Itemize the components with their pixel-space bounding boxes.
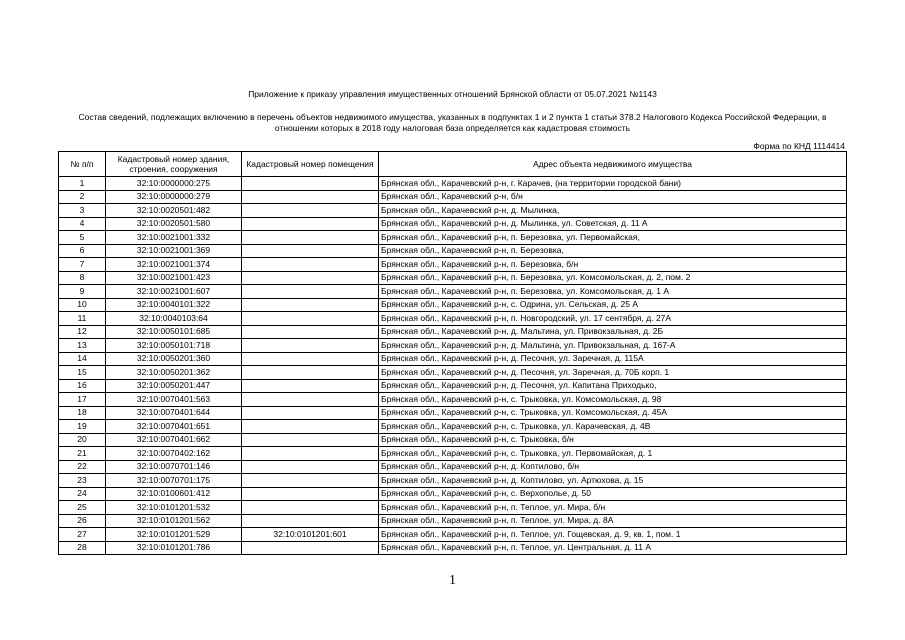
- property-table: [58, 151, 847, 555]
- address: Брянская обл., Карачевский р-н, п. Березовка, ул. Комсомольская, д. 2, пом. 2: [379, 271, 847, 285]
- address: Брянская обл., Карачевский р-н, б/н: [379, 190, 847, 204]
- row-number: 26: [59, 514, 106, 528]
- premises-cadastral-number: [242, 474, 379, 488]
- building-cadastral-number: 32:10:0021001:332: [106, 231, 242, 245]
- address: Брянская обл., Карачевский р-н, д. Коптилово, ул. Артюхова, д. 15: [379, 474, 847, 488]
- building-cadastral-number: 32:10:0050101:685: [106, 325, 242, 339]
- building-cadastral-number: 32:10:0000000:279: [106, 190, 242, 204]
- row-number: 11: [59, 312, 106, 326]
- address: Брянская обл., Карачевский р-н, д. Песочня, ул. Заречная, д. 115А: [379, 352, 847, 366]
- building-cadastral-number: 32:10:0020501:482: [106, 204, 242, 218]
- table-row: [59, 406, 847, 420]
- table-row: [59, 487, 847, 501]
- table-row: [59, 352, 847, 366]
- building-cadastral-number: 32:10:0050101:718: [106, 339, 242, 353]
- address: Брянская обл., Карачевский р-н, д. Песочня, ул. Заречная, д. 70Б корп. 1: [379, 366, 847, 380]
- row-number: 25: [59, 501, 106, 515]
- premises-cadastral-number: [242, 204, 379, 218]
- table-row: [59, 420, 847, 434]
- address: Брянская обл., Карачевский р-н, с. Трыковка, ул. Комсомольская, д. 98: [379, 393, 847, 407]
- table-row: [59, 379, 847, 393]
- table-row: [59, 190, 847, 204]
- premises-cadastral-number: [242, 285, 379, 299]
- building-cadastral-number: 32:10:0070701:175: [106, 474, 242, 488]
- premises-cadastral-number: [242, 217, 379, 231]
- row-number: 1: [59, 177, 106, 191]
- premises-cadastral-number: [242, 447, 379, 461]
- table-row: [59, 474, 847, 488]
- row-number: 10: [59, 298, 106, 312]
- address: Брянская обл., Карачевский р-н, п. Новгородский, ул. 17 сентября, д. 27А: [379, 312, 847, 326]
- address: Брянская обл., Карачевский р-н, п. Березовка,: [379, 244, 847, 258]
- row-number: 4: [59, 217, 106, 231]
- address: Брянская обл., Карачевский р-н, д. Песочня, ул. Капитана Приходько,: [379, 379, 847, 393]
- row-number: 13: [59, 339, 106, 353]
- building-cadastral-number: 32:10:0040103:64: [106, 312, 242, 326]
- table-row: [59, 258, 847, 272]
- table-row: [59, 217, 847, 231]
- premises-cadastral-number: [242, 352, 379, 366]
- table-row: [59, 204, 847, 218]
- premises-cadastral-number: [242, 244, 379, 258]
- address: Брянская обл., Карачевский р-н, г. Карачев, (на территории городской бани): [379, 177, 847, 191]
- table-row: [59, 339, 847, 353]
- row-number: 21: [59, 447, 106, 461]
- table-row: [59, 298, 847, 312]
- row-number: 22: [59, 460, 106, 474]
- header-building-cadastral: Кадастровый номер здания, строения, сооружения: [106, 152, 242, 177]
- address: Брянская обл., Карачевский р-н, с. Одрина, ул. Сельская, д. 25 А: [379, 298, 847, 312]
- table-row: [59, 177, 847, 191]
- premises-cadastral-number: [242, 514, 379, 528]
- row-number: 3: [59, 204, 106, 218]
- row-number: 9: [59, 285, 106, 299]
- premises-cadastral-number: [242, 190, 379, 204]
- address: Брянская обл., Карачевский р-н, д. Мылинка, ул. Советская, д. 11 А: [379, 217, 847, 231]
- row-number: 2: [59, 190, 106, 204]
- row-number: 18: [59, 406, 106, 420]
- premises-cadastral-number: [242, 487, 379, 501]
- row-number: 20: [59, 433, 106, 447]
- table-row: [59, 433, 847, 447]
- premises-cadastral-number: [242, 420, 379, 434]
- row-number: 8: [59, 271, 106, 285]
- address: Брянская обл., Карачевский р-н, с. Верхополье, д. 50: [379, 487, 847, 501]
- table-row: [59, 447, 847, 461]
- row-number: 7: [59, 258, 106, 272]
- building-cadastral-number: 32:10:0070701:146: [106, 460, 242, 474]
- building-cadastral-number: 32:10:0101201:529: [106, 528, 242, 542]
- page-number: 1: [449, 573, 456, 588]
- premises-cadastral-number: [242, 258, 379, 272]
- address: Брянская обл., Карачевский р-н, п. Березовка, ул. Комсомольская, д. 1 А: [379, 285, 847, 299]
- header-premises-cadastral: Кадастровый номер помещения: [242, 152, 379, 177]
- building-cadastral-number: 32:10:0101201:532: [106, 501, 242, 515]
- premises-cadastral-number: [242, 366, 379, 380]
- building-cadastral-number: 32:10:0070401:662: [106, 433, 242, 447]
- table-row: [59, 366, 847, 380]
- premises-cadastral-number: [242, 393, 379, 407]
- row-number: 14: [59, 352, 106, 366]
- row-number: 5: [59, 231, 106, 245]
- address: Брянская обл., Карачевский р-н, п. Теплое, ул. Гощевская, д. 9, кв. 1, пом. 1: [379, 528, 847, 542]
- premises-cadastral-number: [242, 541, 379, 555]
- premises-cadastral-number: [242, 312, 379, 326]
- premises-cadastral-number: [242, 406, 379, 420]
- document-title: Приложение к приказу управления имущественных отношений Брянской области от 05.07.2021 №1143: [248, 89, 657, 99]
- address: Брянская обл., Карачевский р-н, п. Березовка, б/н: [379, 258, 847, 272]
- building-cadastral-number: 32:10:0021001:423: [106, 271, 242, 285]
- table-row: [59, 393, 847, 407]
- row-number: 23: [59, 474, 106, 488]
- row-number: 17: [59, 393, 106, 407]
- address: Брянская обл., Карачевский р-н, д. Мальтина, ул. Привокзальная, д. 2Б: [379, 325, 847, 339]
- address: Брянская обл., Карачевский р-н, п. Березовка, ул. Первомайская,: [379, 231, 847, 245]
- row-number: 16: [59, 379, 106, 393]
- document-intro: Состав сведений, подлежащих включению в перечень объектов недвижимого имущества, указанных в подпунктах 1 и 2 пункта 1 статьи 378.2 Налогового Кодекса Российской Федерации, в отношении которых в 2018 году налоговая база определяется как кадастровая стоимость: [78, 112, 827, 133]
- building-cadastral-number: 32:10:0050201:360: [106, 352, 242, 366]
- address: Брянская обл., Карачевский р-н, с. Трыковка, ул. Карачевская, д. 4В: [379, 420, 847, 434]
- premises-cadastral-number: [242, 501, 379, 515]
- address: Брянская обл., Карачевский р-н, д. Мальтина, ул. Привокзальная, д. 167-А: [379, 339, 847, 353]
- row-number: 28: [59, 541, 106, 555]
- premises-cadastral-number: [242, 231, 379, 245]
- building-cadastral-number: 32:10:0100601:412: [106, 487, 242, 501]
- building-cadastral-number: 32:10:0021001:369: [106, 244, 242, 258]
- form-reference: Форма по КНД 1114414: [753, 141, 845, 151]
- table-row: [59, 460, 847, 474]
- premises-cadastral-number: [242, 339, 379, 353]
- building-cadastral-number: 32:10:0101201:562: [106, 514, 242, 528]
- address: Брянская обл., Карачевский р-н, с. Трыковка, ул. Комсомольская, д. 45А: [379, 406, 847, 420]
- building-cadastral-number: 32:10:0050201:362: [106, 366, 242, 380]
- row-number: 12: [59, 325, 106, 339]
- building-cadastral-number: 32:10:0040101:322: [106, 298, 242, 312]
- table-row: [59, 271, 847, 285]
- building-cadastral-number: 32:10:0070402:162: [106, 447, 242, 461]
- building-cadastral-number: 32:10:0050201:447: [106, 379, 242, 393]
- table-row: [59, 541, 847, 555]
- building-cadastral-number: 32:10:0101201:786: [106, 541, 242, 555]
- premises-cadastral-number: [242, 271, 379, 285]
- table-row: [59, 285, 847, 299]
- premises-cadastral-number: [242, 379, 379, 393]
- address: Брянская обл., Карачевский р-н, с. Трыковка, ул. Первомайская, д. 1: [379, 447, 847, 461]
- address: Брянская обл., Карачевский р-н, п. Теплое, ул. Центральная, д. 11 А: [379, 541, 847, 555]
- premises-cadastral-number: [242, 460, 379, 474]
- premises-cadastral-number: [242, 298, 379, 312]
- building-cadastral-number: 32:10:0020501:580: [106, 217, 242, 231]
- building-cadastral-number: 32:10:0070401:563: [106, 393, 242, 407]
- table-row: [59, 312, 847, 326]
- table-row: [59, 501, 847, 515]
- address: Брянская обл., Карачевский р-н, д. Коптилово, б/н: [379, 460, 847, 474]
- building-cadastral-number: 32:10:0000000:275: [106, 177, 242, 191]
- table-body: [59, 177, 847, 555]
- table-header-row: [59, 152, 847, 177]
- table-row: [59, 528, 847, 542]
- building-cadastral-number: 32:10:0021001:374: [106, 258, 242, 272]
- row-number: 15: [59, 366, 106, 380]
- table-row: [59, 231, 847, 245]
- premises-cadastral-number: [242, 177, 379, 191]
- table-row: [59, 325, 847, 339]
- address: Брянская обл., Карачевский р-н, д. Мылинка,: [379, 204, 847, 218]
- address: Брянская обл., Карачевский р-н, п. Теплое, ул. Мира, д. 8А: [379, 514, 847, 528]
- address: Брянская обл., Карачевский р-н, п. Теплое, ул. Мира, б/н: [379, 501, 847, 515]
- premises-cadastral-number: [242, 433, 379, 447]
- table-row: [59, 514, 847, 528]
- premises-cadastral-number: 32:10:0101201:601: [242, 528, 379, 542]
- table-row: [59, 244, 847, 258]
- row-number: 27: [59, 528, 106, 542]
- building-cadastral-number: 32:10:0070401:651: [106, 420, 242, 434]
- row-number: 19: [59, 420, 106, 434]
- premises-cadastral-number: [242, 325, 379, 339]
- header-address: Адрес объекта недвижимого имущества: [379, 152, 847, 177]
- row-number: 6: [59, 244, 106, 258]
- building-cadastral-number: 32:10:0021001:607: [106, 285, 242, 299]
- building-cadastral-number: 32:10:0070401:644: [106, 406, 242, 420]
- row-number: 24: [59, 487, 106, 501]
- address: Брянская обл., Карачевский р-н, с. Трыковка, б/н: [379, 433, 847, 447]
- header-number: № п/п: [59, 152, 106, 177]
